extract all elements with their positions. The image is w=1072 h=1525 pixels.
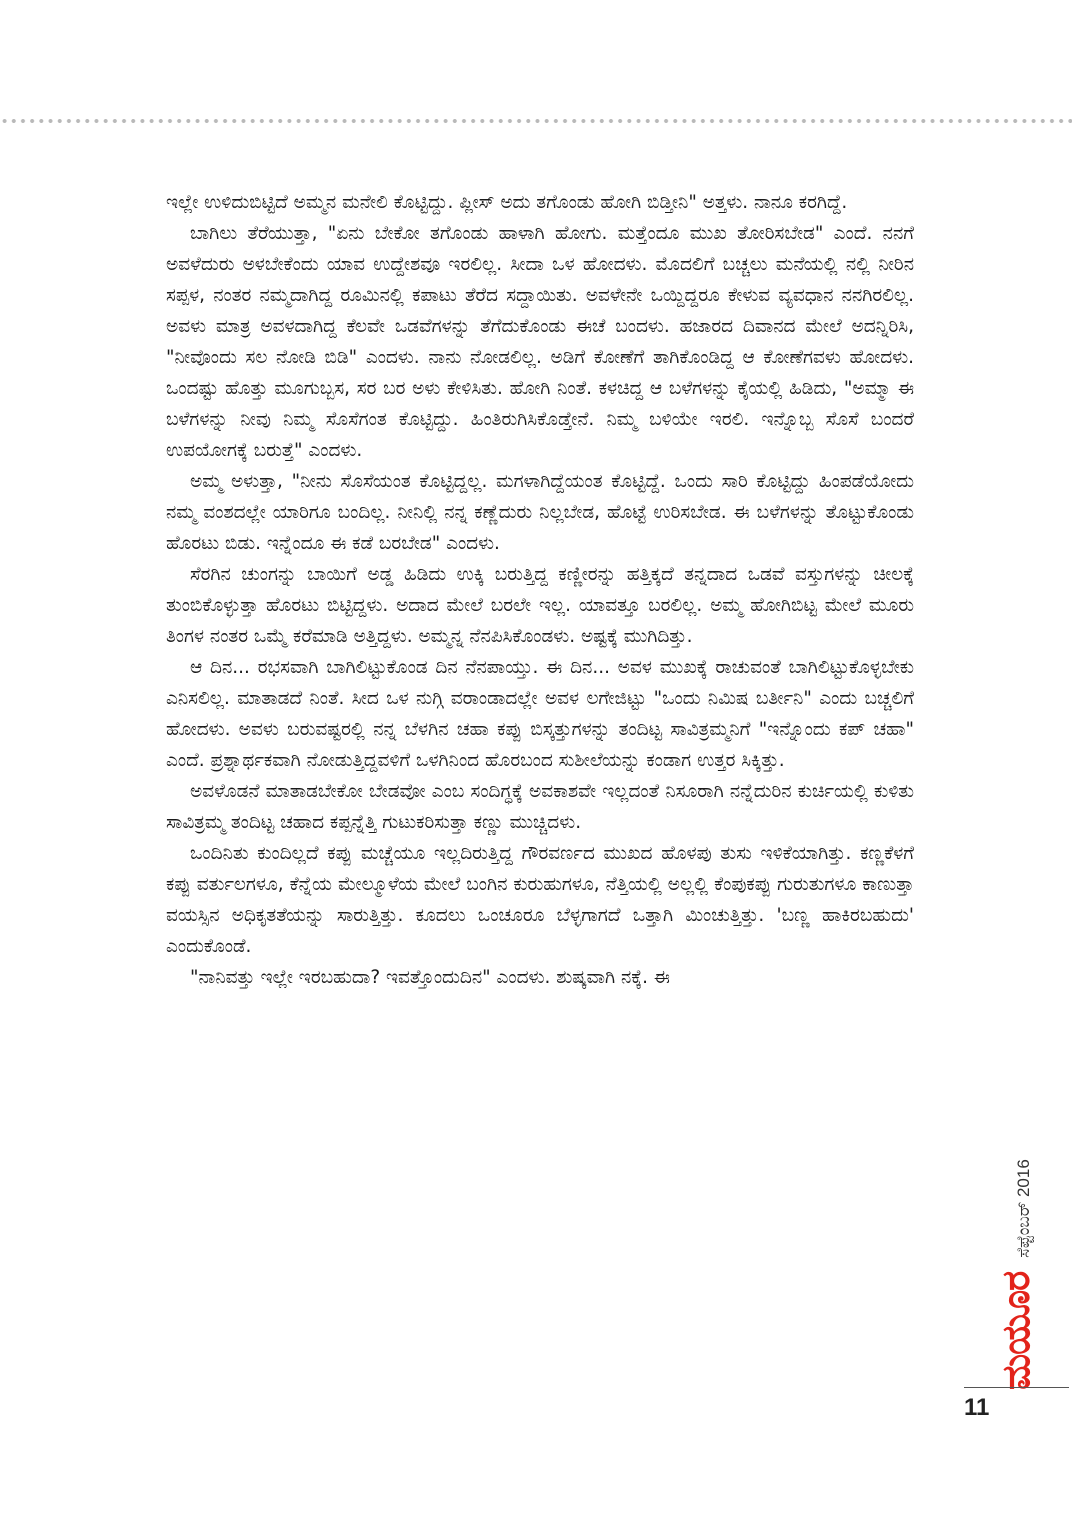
magazine-logo: ಮಯೂರ [994, 1271, 1038, 1390]
folio-rule [964, 1387, 1069, 1388]
article-paragraph: "ನಾನಿವತ್ತು ಇಲ್ಲೇ ಇರಬಹುದಾ? ಇವತ್ತೊಂದುದಿನ" ಎಂದಳು. ಶುಷ್ಕವಾಗಿ ನಕ್ಕೆ. ಈ [190, 967, 670, 988]
article-paragraph: ಸೆರಗಿನ ಚುಂಗನ್ನು ಬಾಯಿಗೆ ಅಡ್ಡ ಹಿಡಿದು ಉಕ್ಕಿ ಬರುತ್ತಿದ್ದ ಕಣ್ಣೀರನ್ನು ಹತ್ತಿಕ್ಕದೆ ತನ್ನದಾದ ಒಡವೆ ವಸ್ತುಗಳನ್ನು ಚೀಲಕ್ಕೆ ತುಂಬಿಕೊಳ್ಳುತ್ತಾ ಹೊರಟು ಬಿಟ್ಟಿದ್ದಳು. ಅದಾದ ಮೇಲೆ ಬರಲೇ ಇಲ್ಲ. ಯಾವತ್ತೂ ಬರಲಿಲ್ಲ. ಅಮ್ಮ ಹೋಗಿಬಿಟ್ಟ ಮೇಲೆ ಮೂರು ತಿಂಗಳ ನಂತರ ಒಮ್ಮೆ ಕರೆಮಾಡಿ ಅತ್ತಿದ್ದಳು. ಅಮ್ಮನ್ನ ನೆನಪಿಸಿಕೊಂಡಳು. ಅಷ್ಟಕ್ಕೆ ಮುಗಿದಿತ್ತು. [166, 564, 914, 647]
dotted-header-rule [0, 118, 1072, 124]
article-paragraph: ಅಮ್ಮ ಅಳುತ್ತಾ, "ನೀನು ಸೊಸೆಯಂತ ಕೊಟ್ಟಿದ್ದಲ್ಲ. ಮಗಳಾಗಿದ್ದೆಯಂತ ಕೊಟ್ಟಿದ್ದೆ. ಒಂದು ಸಾರಿ ಕೊಟ್ಟಿದ್ದು ಹಿಂಪಡೆಯೋದು ನಮ್ಮ ವಂಶದಲ್ಲೇ ಯಾರಿಗೂ ಬಂದಿಲ್ಲ. ನೀನಿಲ್ಲಿ ನನ್ನ ಕಣ್ಣೆದುರು ನಿಲ್ಲಬೇಡ, ಹೊಟ್ಟೆ ಉರಿಸಬೇಡ. ಈ ಬಳೆಗಳನ್ನು ತೊಟ್ಟುಕೊಂಡು ಹೊರಟು ಬಿಡು. ಇನ್ನೆಂದೂ ಈ ಕಡೆ ಬರಬೇಡ" ಎಂದಳು. [166, 471, 914, 554]
issue-date: ಸೆಪ್ಟೆಂಬರ್ 2016 [1014, 1159, 1033, 1258]
article-paragraph: ಇಲ್ಲೇ ಉಳಿದುಬಿಟ್ಟಿದೆ ಅಮ್ಮನ ಮನೇಲಿ ಕೊಟ್ಟಿದ್ದು. ಪ್ಲೀಸ್ ಅದು ತಗೊಂಡು ಹೋಗಿ ಬಿಡ್ತೀನಿ" ಅತ್ತಳು. ನಾನೂ ಕರಗಿದ್ದೆ. [166, 192, 848, 213]
article-body [166, 187, 914, 993]
article-paragraph: ಅವಳೊಡನೆ ಮಾತಾಡಬೇಕೋ ಬೇಡವೋ ಎಂಬ ಸಂದಿಗ್ಧಕ್ಕೆ ಅವಕಾಶವೇ ಇಲ್ಲದಂತೆ ನಿಸೂರಾಗಿ ನನ್ನೆದುರಿನ ಕುರ್ಚಿಯಲ್ಲಿ ಕುಳಿತು ಸಾವಿತ್ರಮ್ಮ ತಂದಿಟ್ಟ ಚಹಾದ ಕಪ್ಪನ್ನೆತ್ತಿ ಗುಟುಕರಿಸುತ್ತಾ ಕಣ್ಣು ಮುಚ್ಚಿದಳು. [166, 781, 914, 833]
page-number: 11 [964, 1394, 990, 1421]
article-paragraph: ಬಾಗಿಲು ತೆರೆಯುತ್ತಾ, "ಏನು ಬೇಕೋ ತಗೊಂಡು ಹಾಳಾಗಿ ಹೋಗು. ಮತ್ತೆಂದೂ ಮುಖ ತೋರಿಸಬೇಡ" ಎಂದೆ. ನನಗೆ ಅವಳೆದುರು ಅಳಬೇಕೆಂದು ಯಾವ ಉದ್ದೇಶವೂ ಇರಲಿಲ್ಲ. ಸೀದಾ ಒಳ ಹೋದಳು. ಮೊದಲಿಗೆ ಬಚ್ಚಲು ಮನೆಯಲ್ಲಿ ನಲ್ಲಿ ನೀರಿನ ಸಪ್ಪಳ, ನಂತರ ನಮ್ಮದಾಗಿದ್ದ ರೂಮಿನಲ್ಲಿ ಕಪಾಟು ತೆರೆದ ಸದ್ದಾಯಿತು. ಅವಳೇನೇ ಒಯ್ದಿದ್ದರೂ ಕೇಳುವ ವ್ಯವಧಾನ ನನಗಿರಲಿಲ್ಲ. ಅವಳು ಮಾತ್ರ ಅವಳದಾಗಿದ್ದ ಕೆಲವೇ ಒಡವೆಗಳನ್ನು ತೆಗೆದುಕೊಂಡು ಈಚೆ ಬಂದಳು. ಹಜಾರದ ದಿವಾನದ ಮೇಲೆ ಅದನ್ನಿರಿಸಿ, "ನೀವೊಂದು ಸಲ ನೋಡಿ ಬಿಡಿ" ಎಂದಳು. ನಾನು ನೋಡಲಿಲ್ಲ. ಅಡಿಗೆ ಕೋಣೆಗೆ ತಾಗಿಕೊಂಡಿದ್ದ ಆ ಕೋಣೆಗವಳು ಹೋದಳು. ಒಂದಷ್ಟು ಹೊತ್ತು ಮೂಗುಬ್ಬಸ, ಸರ ಬರ ಅಳು ಕೇಳಿಸಿತು. ಹೋಗಿ ನಿಂತೆ. ಕಳಚಿದ್ದ ಆ ಬಳೆಗಳನ್ನು ಕೈಯಲ್ಲಿ ಹಿಡಿದು, "ಅಮ್ಮಾ ಈ ಬಳೆಗಳನ್ನು ನೀವು ನಿಮ್ಮ ಸೊಸೆಗಂತ ಕೊಟ್ಟಿದ್ದು. ಹಿಂತಿರುಗಿಸಿಕೊಡ್ತೇನೆ. ನಿಮ್ಮ ಬಳಿಯೇ ಇರಲಿ. ಇನ್ನೊಬ್ಬ ಸೊಸೆ ಬಂದರೆ ಉಪಯೋಗಕ್ಕೆ ಬರುತ್ತೆ" ಎಂದಳು. [166, 223, 914, 461]
article-paragraph: ಒಂದಿನಿತು ಕುಂದಿಲ್ಲದೆ ಕಪ್ಪು ಮಚ್ಚೆಯೂ ಇಲ್ಲದಿರುತ್ತಿದ್ದ ಗೌರವರ್ಣದ ಮುಖದ ಹೊಳಪು ತುಸು ಇಳಿಕೆಯಾಗಿತ್ತು. ಕಣ್ಣಕೆಳಗೆ ಕಪ್ಪು ವರ್ತುಲಗಳೂ, ಕೆನ್ನೆಯ ಮೇಲ್ಮೂಳೆಯ ಮೇಲೆ ಬಂಗಿನ ಕುರುಹುಗಳೂ, ನೆತ್ತಿಯಲ್ಲಿ ಅಲ್ಲಲ್ಲಿ ಕೆಂಪುಕಪ್ಪು ಗುರುತುಗಳೂ ಕಾಣುತ್ತಾ ವಯಸ್ಸಿನ ಅಧಿಕೃತತೆಯನ್ನು ಸಾರುತ್ತಿತ್ತು. ಕೂದಲು ಒಂಚೂರೂ ಬೆಳ್ಳಗಾಗದೆ ಒತ್ತಾಗಿ ಮಿಂಚುತ್ತಿತ್ತು. 'ಬಣ್ಣ ಹಾಕಿರಬಹುದು' ಎಂದುಕೊಂಡೆ. [166, 843, 914, 957]
magazine-side-brand [994, 1159, 1039, 1390]
article-paragraph: ಆ ದಿನ... ರಭಸವಾಗಿ ಬಾಗಿಲಿಟ್ಟುಕೊಂಡ ದಿನ ನೆನಪಾಯ್ತು. ಈ ದಿನ... ಅವಳ ಮುಖಕ್ಕೆ ರಾಚುವಂತೆ ಬಾಗಿಲಿಟ್ಟುಕೊಳ್ಳಬೇಕು ಎನಿಸಲಿಲ್ಲ. ಮಾತಾಡದೆ ನಿಂತೆ. ಸೀದ ಒಳ ನುಗ್ಗಿ ವರಾಂಡಾದಲ್ಲೇ ಅವಳ ಲಗೇಜಿಟ್ಟು "ಒಂದು ನಿಮಿಷ ಬರ್ತೀನಿ" ಎಂದು ಬಚ್ಚಲಿಗೆ ಹೋದಳು. ಅವಳು ಬರುವಷ್ಟರಲ್ಲಿ ನನ್ನ ಬೆಳಗಿನ ಚಹಾ ಕಪ್ಪು ಬಿಸ್ಕತ್ತುಗಳನ್ನು ತಂದಿಟ್ಟ ಸಾವಿತ್ರಮ್ಮನಿಗೆ "ಇನ್ನೊಂದು ಕಪ್ ಚಹಾ" ಎಂದೆ. ಪ್ರಶ್ನಾರ್ಥಕವಾಗಿ ನೋಡುತ್ತಿದ್ದವಳಿಗೆ ಒಳಗಿನಿಂದ ಹೊರಬಂದ ಸುಶೀಲೆಯನ್ನು ಕಂಡಾಗ ಉತ್ತರ ಸಿಕ್ಕಿತ್ತು. [166, 657, 914, 771]
